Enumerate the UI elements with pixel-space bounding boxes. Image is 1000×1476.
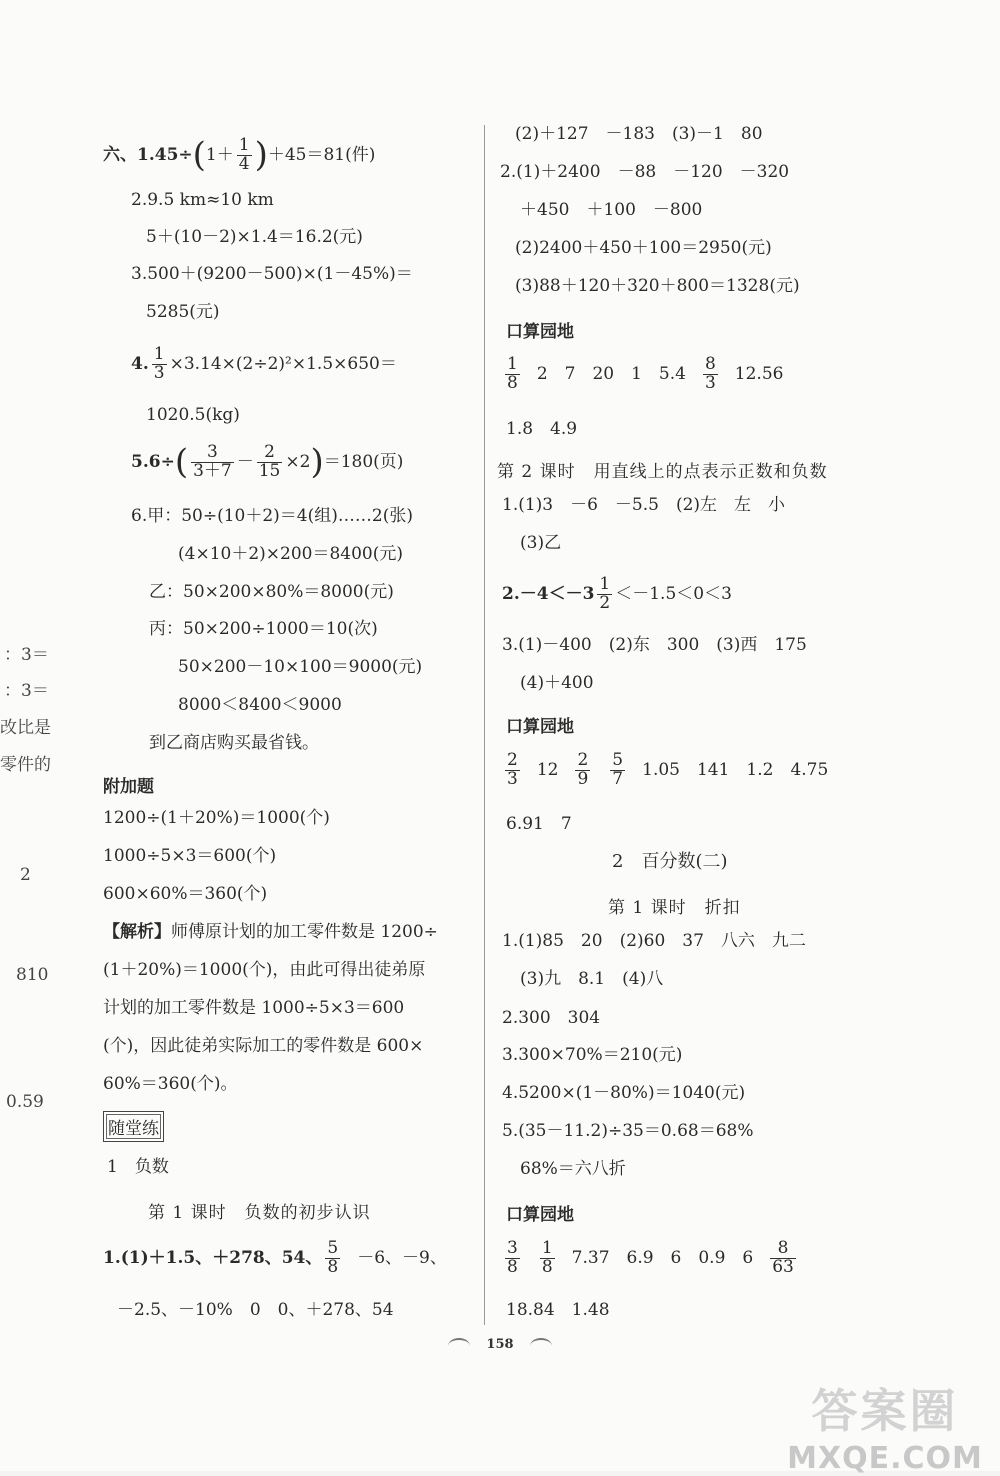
ornament-right xyxy=(530,1338,552,1354)
answer-line: 2.(1)＋2400 －88 －120 －320 xyxy=(500,162,790,182)
edge-fragment: ：3＝ xyxy=(4,645,49,665)
answer-line: 68%＝六八折 xyxy=(520,1159,626,1179)
answer-line: 2.－4＜－3 $\frac{1}{2}$ ＜－1.5＜0＜3 xyxy=(502,574,732,613)
column-divider xyxy=(484,125,485,1325)
answer-line: 3.(1)－400 (2)东 300 (3)西 175 xyxy=(502,635,807,655)
analysis-line: (个)，因此徒弟实际加工的零件数是 600× xyxy=(103,1036,424,1056)
answer-line: 到乙商店购买最省钱。 xyxy=(149,733,319,753)
edge-fragment: 2 xyxy=(20,865,31,885)
answer-line: 600×60%＝360(个) xyxy=(103,884,268,904)
unit-title: 2 百分数(二) xyxy=(612,851,728,872)
answer-line: 1.(1)＋1.5、＋278、54、 $\frac{5}{8}$ －6、－9、 xyxy=(103,1238,447,1277)
answer-line: ＋450 ＋100 －800 xyxy=(520,200,703,220)
section-title: 口算园地 xyxy=(506,717,574,737)
answer-line: －2.5、－10% 0 0、＋278、54 xyxy=(117,1300,394,1320)
answer-line: 3.500＋(9200－500)×(1－45%)＝ xyxy=(131,264,413,284)
answer-line: 1200÷(1＋20%)＝1000(个) xyxy=(103,808,330,828)
section-title: 口算园地 xyxy=(506,322,574,342)
answer-line: 1000÷5×3＝600(个) xyxy=(103,846,277,866)
answer-line: 4. $\frac{1}{3}$ ×3.14×(2÷2)²×1.5×650＝ xyxy=(131,344,397,383)
edge-fragment: 改比是 xyxy=(0,718,51,738)
answer-line: 1020.5(kg) xyxy=(146,405,240,425)
answer-line: 乙：50×200×80%＝8000(元) xyxy=(149,582,394,602)
answer-line: (4)＋400 xyxy=(520,673,594,693)
edge-fragment: 零件的 xyxy=(0,755,51,775)
answer-line: 六、1.45÷(1＋ $\frac{1}{4}$ )＋45＝81(件) xyxy=(103,135,376,176)
ornament-left xyxy=(448,1338,470,1354)
answer-line: 6.91 7 xyxy=(506,814,572,834)
analysis-tag: 【解析】 xyxy=(103,922,171,942)
answer-line: $\frac{3}{8}$ $\frac{1}{8}$ 7.37 6.9 6 0.9 6 $\frac{8}{63}$ xyxy=(507,1238,794,1277)
answer-line: 丙：50×200÷1000＝10(次) xyxy=(149,619,378,639)
answer-line: 2.9.5 km≈10 km xyxy=(131,190,274,210)
lesson-title: 第 2 课时 用直线上的点表示正数和负数 xyxy=(497,462,828,482)
section-title: 口算园地 xyxy=(506,1205,574,1225)
answer-line: 3.300×70%＝210(元) xyxy=(502,1045,683,1065)
page-number: 158 xyxy=(486,1337,514,1352)
answer-line: (2)＋127 －183 (3)－1 80 xyxy=(515,124,763,144)
section-title: 附加题 xyxy=(103,777,154,797)
answer-line: 5＋(10－2)×1.4＝16.2(元) xyxy=(146,227,363,247)
edge-fragment: 0.59 xyxy=(6,1092,44,1112)
lesson-title: 第 1 课时 折扣 xyxy=(608,898,741,918)
answer-line: 1.(1)85 20 (2)60 37 八六 九二 xyxy=(502,931,806,951)
edge-fragment: 810 xyxy=(16,965,49,985)
answer-line: 5285(元) xyxy=(146,302,220,322)
answer-line: 50×200－10×100＝9000(元) xyxy=(178,657,423,677)
answer-line: 5.6÷( $\frac{3}{3+7}$ － $\frac{2}{15}$ ×2)＝180(页) xyxy=(131,442,404,483)
answer-line: $\frac{1}{8}$ 2 7 20 1 5.4 $\frac{8}{3}$ 12.56 xyxy=(507,354,784,393)
answer-line: 1.(1)3 －6 －5.5 (2)左 左 小 xyxy=(502,495,786,515)
edge-fragment: ：3＝ xyxy=(4,681,49,701)
lesson-title: 第 1 课时 负数的初步认识 xyxy=(148,1203,371,1223)
answer-line: (3)九 8.1 (4)八 xyxy=(520,969,664,989)
answer-line: 8000＜8400＜9000 xyxy=(178,695,342,715)
analysis-line: 60%＝360(个)。 xyxy=(103,1074,238,1094)
answer-line: (3)88＋120＋320＋800＝1328(元) xyxy=(515,276,800,296)
answer-line: (3)乙 xyxy=(520,533,562,553)
unit-title: 1 负数 xyxy=(107,1157,169,1177)
answer-line: 4.5200×(1－80%)＝1040(元) xyxy=(502,1083,746,1103)
answer-line: $\frac{2}{3}$ 12 $\frac{2}{9}$ $\frac{5}{7}$ 1.05 141 1.2 4.75 xyxy=(507,750,829,789)
answer-line: 2.300 304 xyxy=(502,1008,601,1028)
analysis-line: 计划的加工零件数是 1000÷5×3＝600 xyxy=(103,998,405,1018)
answer-line: (2)2400＋450＋100＝2950(元) xyxy=(515,238,772,258)
answer-line: (4×10＋2)×200＝8400(元) xyxy=(178,544,403,564)
answer-line: 18.84 1.48 xyxy=(506,1300,610,1320)
analysis-line: (1＋20%)＝1000(个)，由此可得出徒弟原 xyxy=(103,960,426,980)
practice-box: 随堂练 xyxy=(103,1111,164,1142)
watermark-logo: 答案圈 MXQE.COM xyxy=(787,1384,983,1476)
answer-line: 6.甲：50÷(10＋2)＝4(组)……2(张) xyxy=(131,506,413,526)
answer-line: 5.(35－11.2)÷35＝0.68＝68% xyxy=(502,1121,754,1141)
analysis-line: 【解析】师傅原计划的加工零件数是 1200÷ xyxy=(103,922,438,942)
answer-line: 1.8 4.9 xyxy=(506,419,578,439)
